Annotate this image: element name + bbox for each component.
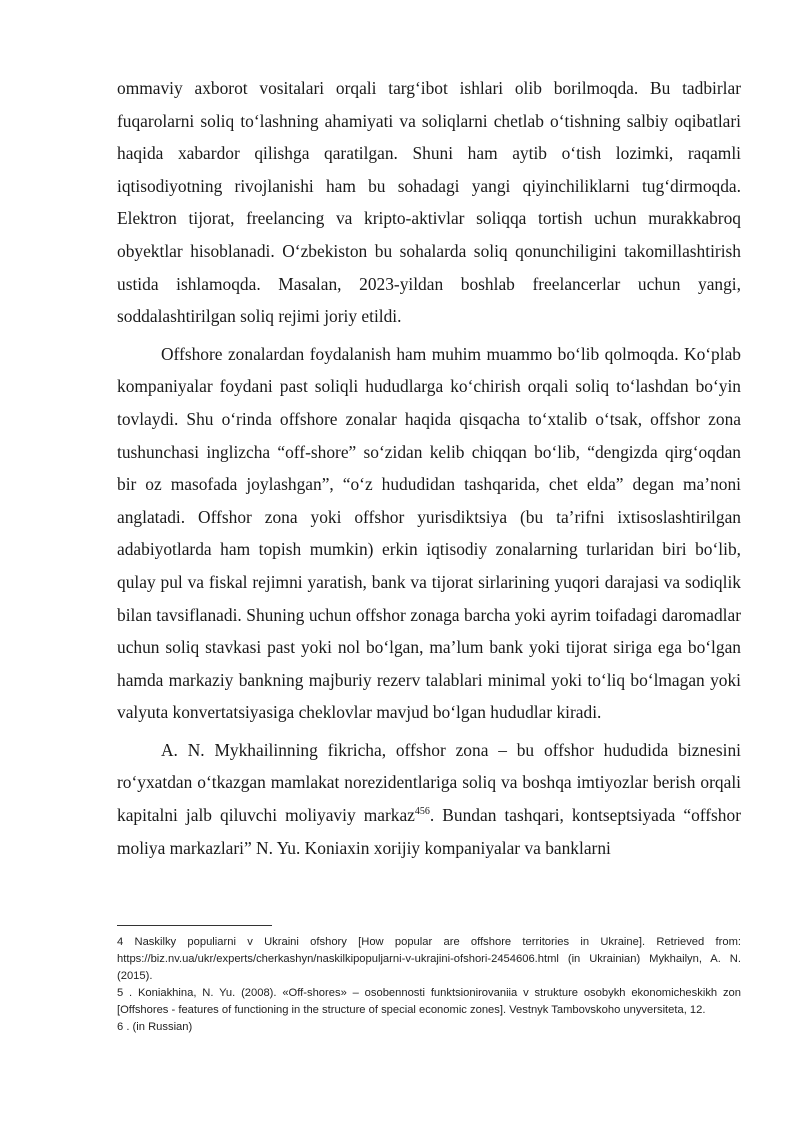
footnote-separator (117, 925, 272, 926)
paragraph-1: ommaviy axborot vositalari orqali targ‘ibot ishlari olib borilmoqda. Bu tadbirlar fuqarolarni soliq to‘lashning ahamiyati va soliqlarni chetlab o‘tishning salbiy oqibatlari haqida xabardor qilishga qaratilgan. Shuni ham aytib o‘tish lozimki, raqamli iqtisodiyotning rivojlanishi ham bu sohadagi yangi qiyinchiliklarni tug‘dirmoqda. Elektron tijorat, freelancing va kripto-aktivlar soliqqa tortish uchun murakkabroq obyektlar hisoblanadi. O‘zbekiston bu sohalarda soliq qonunchiligini takomillashtirish ustida ishlamoqda. Masalan, 2023-yildan boshlab freelancerlar uchun yangi, soddalashtirilgan soliq rejimi joriy etildi. (117, 78, 741, 327)
footnote-reference: 456 (414, 806, 430, 818)
footnote-5: 5 . Koniakhina, N. Yu. (2008). «Off-shores» – osobennosti funktsionirovaniia v strukture osobykh ekonomicheskikh zon [Offshores - features of functioning in the structure of special economic zones]. Vestnyk Tambovskoho unyversiteta, 12. (117, 987, 741, 1016)
body-text (117, 72, 741, 864)
footnotes (117, 934, 741, 1036)
paragraph-2: Offshore zonalardan foydalanish ham muhim muammo bo‘lib qolmoqda. Ko‘plab kompaniyalar foydani past soliqli hududlarga ko‘chirish orqali soliq to‘lashdan bo‘yin tovlaydi. Shu o‘rinda offshore zonalar haqida qisqacha to‘xtalib o‘tsak, offshor zona tushunchasi inglizcha “off-shore” so‘zidan kelib chiqqan bo‘lib, “dengizda qirg‘oqdan bir oz masofada joylashgan”, “o‘z hududidan tashqarida, chet elda” degan ma’noni anglatadi. Offshor zona yoki offshor yurisdiktsiya (bu ta’rifni ixtisoslashtirilgan adabiyotlarda ham topish mumkin) erkin iqtisodiy zonalarning turlaridan biri bo‘lib, qulay pul va fiskal rejimni yaratish, bank va tijorat sirlarining yuqori darajasi va sodiqlik bilan tavsiflanadi. Shuning uchun offshor zonaga barcha yoki ayrim toifadagi daromadlar uchun soliq stavkasi past yoki nol bo‘lgan, ma’lum bank yoki tijorat siriga ega bo‘lgan hamda markaziy bankning majburiy rezerv talablari minimal yoki to‘liq bo‘lmagan yoki valyuta konvertatsiyasiga cheklovlar mavjud bo‘lgan hududlar kiradi. (117, 343, 741, 723)
footnote-6: 6 . (in Russian) (117, 1021, 193, 1033)
paragraph-3-text-after: . Bundan tashqari, kontseptsiyada “offshor moliya markazlari” N. Yu. Koniaxin xorijiy kompaniyalar va banklarni (117, 805, 741, 858)
paragraph-3 (117, 734, 741, 864)
footnote-4: 4 Naskilky populiarni v Ukraini ofshory [How popular are offshore territories in Ukraine]. Retrieved from: https://biz.nv.ua/ukr/experts/cherkashyn/naskilkipopuljarni-v-ukrajini-ofshori-2454606.html (in Ukrainian) Mykhailyn, A. N. (2015). (117, 936, 741, 982)
paragraph-3-text-before: A. N. Mykhailinning fikricha, offshor zona – bu offshor hududida biznesini ro‘yxatdan o‘tkazgan mamlakat norezidentlariga soliq va boshqa imtiyozlar berish orqali kapitalni jalb qiluvchi moliyaviy markaz (117, 739, 741, 826)
